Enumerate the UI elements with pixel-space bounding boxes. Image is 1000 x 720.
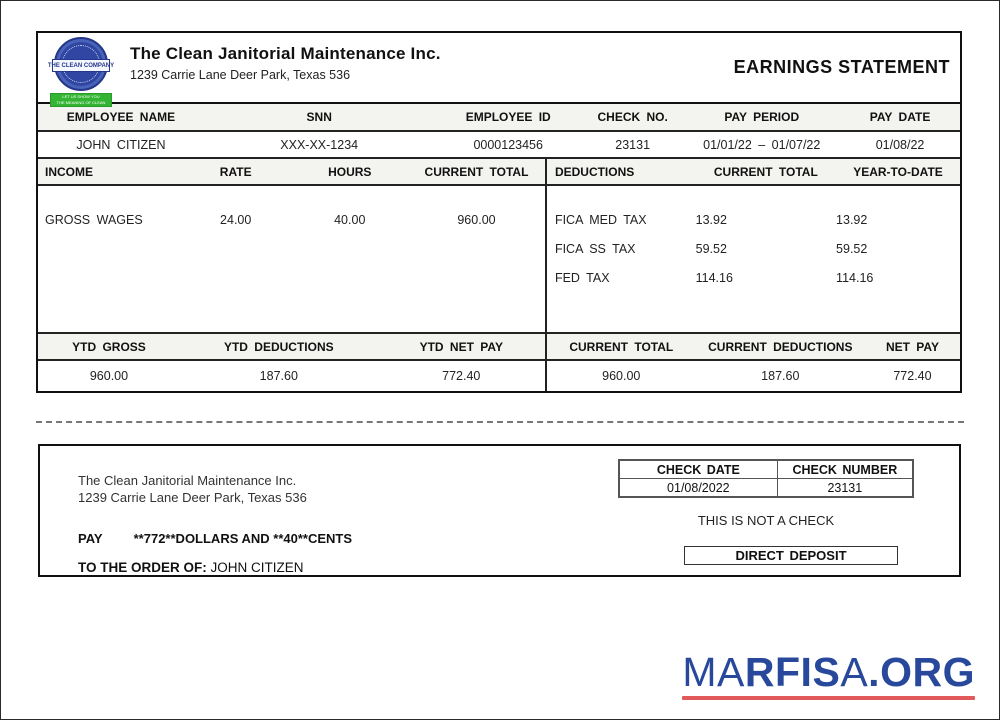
check-no-value: 23131 [615,137,651,152]
check-info-table [618,459,914,498]
deduction-current: 59.52 [695,242,727,256]
income-row-name: GROSS WAGES [45,213,143,227]
income-body [38,186,547,332]
check-company-block [78,472,307,506]
order-label: TO THE ORDER OF: [78,560,207,575]
income-row-current-total: 960.00 [457,213,496,227]
current-totals-header-group [547,334,960,359]
current-total-value: 960.00 [602,369,641,383]
direct-deposit-badge: DIRECT DEPOSIT [684,546,898,565]
income-row-gross-wages [38,213,545,242]
pay-amount-line [78,531,352,546]
deductions-body [547,186,960,332]
logo-slogan-bar [50,93,112,107]
company-seal-icon [47,37,115,91]
check-company-name: The Clean Janitorial Maintenance Inc. [78,473,297,488]
employee-id-value: 0000123456 [473,137,543,152]
deductions-ytd-header: YEAR-TO-DATE [853,164,943,179]
deductions-current-header: CURRENT TOTAL [713,164,818,179]
brand-underline [682,696,975,700]
ytd-deductions-header: YTD DEDUCTIONS [223,339,334,354]
deduction-row-fica-ss [547,242,960,271]
current-deductions-value: 187.60 [761,369,800,383]
current-total-header: CURRENT TOTAL [569,339,674,354]
logo-slogan-line2: THE MEANING OF CLEAN [56,100,106,105]
company-name: The Clean Janitorial Maintenance Inc. [130,44,441,63]
income-deductions-body [38,186,960,334]
net-pay-header: NET PAY [885,339,939,354]
deduction-current: 114.16 [695,271,733,285]
ytd-net-pay-value: 772.40 [442,369,481,383]
earnings-stub [36,31,962,393]
pay-period-value: 01/01/22 – 01/07/22 [703,137,821,152]
seal-band-text: THE CLEAN COMPANY [52,59,110,72]
snn-value: XXX-XX-1234 [280,137,359,152]
deduction-row-fed-tax [547,271,960,300]
check-date-header: CHECK DATE [620,461,778,478]
pay-period-header: PAY PERIOD [724,110,800,124]
employee-id-header: EMPLOYEE ID [465,110,551,124]
totals-header-row [38,334,960,361]
ytd-totals-header-group [38,334,547,359]
brand-logo [682,649,975,700]
current-total-header: CURRENT TOTAL [424,164,529,179]
company-address: 1239 Carrie Lane Deer Park, Texas 536 [130,68,351,82]
check-number-header: CHECK NUMBER [792,462,898,477]
deduction-ytd: 13.92 [836,213,868,227]
company-block [130,44,441,82]
deduction-name: FICA SS TAX [554,242,636,256]
net-pay-value: 772.40 [893,369,932,383]
company-logo [44,37,118,107]
check-number-value: 23131 [827,480,863,495]
order-name: JOHN CITIZEN [210,560,304,575]
brand-wordmark: MARFISA.ORG [682,649,975,695]
stub-banner [38,33,960,104]
deduction-name: FED TAX [554,271,610,285]
deductions-header-group [547,159,960,184]
statement-title: EARNINGS STATEMENT [733,57,950,77]
pay-date-value: 01/08/22 [875,137,925,152]
ytd-gross-value: 960.00 [89,369,129,383]
deduction-ytd: 114.16 [836,271,874,285]
income-header-group [38,159,547,184]
employee-name-value: JOHN CITIZEN [76,137,166,152]
income-header: INCOME [45,164,93,179]
pay-label: PAY [78,531,103,546]
income-deductions-header-row [38,159,960,186]
ytd-deductions-value: 187.60 [259,369,298,383]
employee-header-row [38,104,960,132]
deductions-header: DEDUCTIONS [554,164,635,179]
deduction-ytd: 59.52 [836,242,868,256]
ytd-totals-value-group [38,361,547,391]
pay-amount-words: **772**DOLLARS AND **40**CENTS [133,531,353,546]
check-date-value: 01/08/2022 [620,479,778,496]
current-deductions-header: CURRENT DEDUCTIONS [708,339,853,354]
employee-name-header: EMPLOYEE NAME [66,110,176,124]
deduction-name: FICA MED TAX [554,213,647,227]
pay-to-order-line [78,560,304,575]
check-info-header-row [620,461,912,479]
logo-slogan-line1: LET US SHOW YOU [62,94,100,99]
check-no-header: CHECK NO. [597,110,668,124]
tear-line-divider [36,421,964,423]
deduction-row-fica-med [547,213,960,242]
totals-value-row [38,361,960,391]
check-company-address: 1239 Carrie Lane Deer Park, Texas 536 [78,490,307,505]
check-stub [38,444,961,577]
ytd-gross-header: YTD GROSS [72,339,146,354]
hours-header: HOURS [328,164,372,179]
ytd-net-pay-header: YTD NET PAY [419,339,503,354]
snn-header: SNN [306,110,332,124]
rate-header: RATE [219,164,252,179]
income-row-rate: 24.00 [220,213,252,227]
pay-date-header: PAY DATE [869,110,931,124]
income-row-hours: 40.00 [334,213,366,227]
deduction-current: 13.92 [695,213,727,227]
check-info-value-row [620,479,912,496]
not-a-check-note: THIS IS NOT A CHECK [697,513,835,528]
employee-value-row [38,132,960,159]
current-totals-value-group [547,361,960,391]
